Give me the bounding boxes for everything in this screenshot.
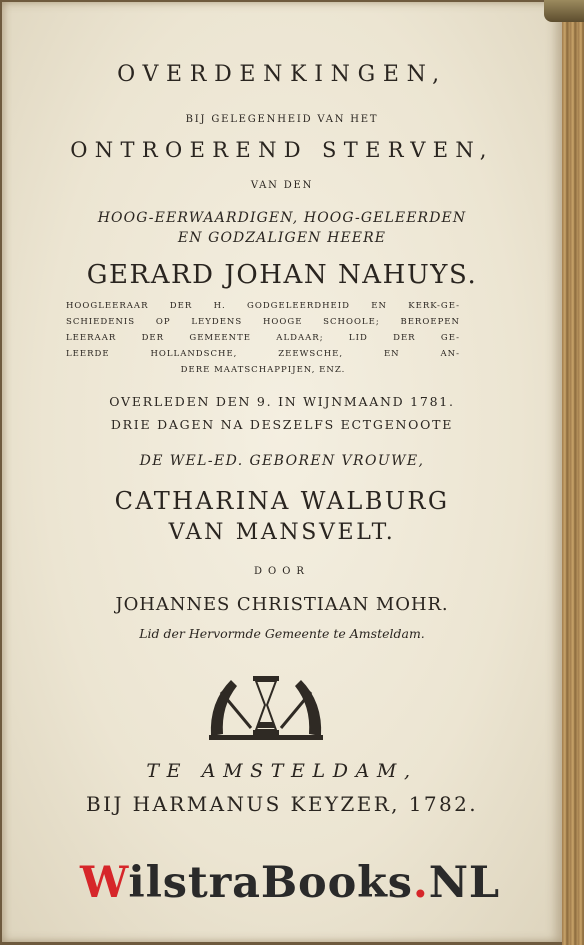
title-line-3: ONTROEREND STERVEN, [70, 138, 494, 162]
title-line-1: OVERDENKINGEN, [117, 62, 447, 87]
title-line-5: HOOG-EERWAARDIGEN, HOOG-GELEERDEN [97, 210, 467, 226]
title-line-15: Lid der Hervormde Gemeente te Amsteldam. [139, 626, 425, 641]
desc-line-5: DERE MAATSCHAPPIJEN, ENZ. [180, 365, 346, 375]
title-line-4: VAN DEN [250, 180, 314, 191]
title-page [2, 2, 562, 942]
title-line-11: CATHARINA WALBURG [114, 487, 450, 515]
desc-line-2: SCHIEDENIS OP LEYDENS HOOGE SCHOOLE; BEROEPEN [66, 317, 460, 327]
description-block [66, 298, 460, 378]
desc-line-1: HOOGLEERAAR DER H. GODGELEERDHEID EN KERK-GE- [66, 301, 460, 311]
title-line-13: DOOR [254, 566, 310, 577]
imprint-publisher: BIJ HARMANUS KEYZER, 1782. [86, 792, 478, 816]
title-line-7: GERARD JOHAN NAHUYS. [86, 260, 478, 290]
page-edges [562, 0, 584, 945]
title-line-14: JOHANNES CHRISTIAAN MOHR. [115, 594, 449, 615]
title-line-9: DRIE DAGEN NA DESZELFS ECTGENOOTE [110, 417, 454, 432]
hourglass-emblem-icon [207, 672, 325, 742]
wilstrabooks-watermark: WilstraBooks.NL [80, 858, 500, 908]
desc-line-4: LEERDE HOLLANDSCHE, ZEEWSCHE, EN AN- [66, 349, 460, 359]
title-line-8: OVERLEDEN DEN 9. IN WIJNMAAND 1781. [109, 394, 455, 409]
imprint-place: TE AMSTELDAM, [146, 760, 418, 782]
title-line-12: VAN MANSVELT. [168, 520, 396, 545]
book-clasp [544, 0, 584, 22]
desc-line-3: LEERAAR DER GEMEENTE ALDAAR; LID DER GE- [66, 333, 460, 343]
title-line-2: BIJ GELEGENHEID VAN HET [185, 114, 379, 125]
title-line-10: DE WEL-ED. GEBOREN VROUWE, [139, 453, 425, 469]
title-line-6: EN GODZALIGEN HEERE [177, 230, 387, 246]
